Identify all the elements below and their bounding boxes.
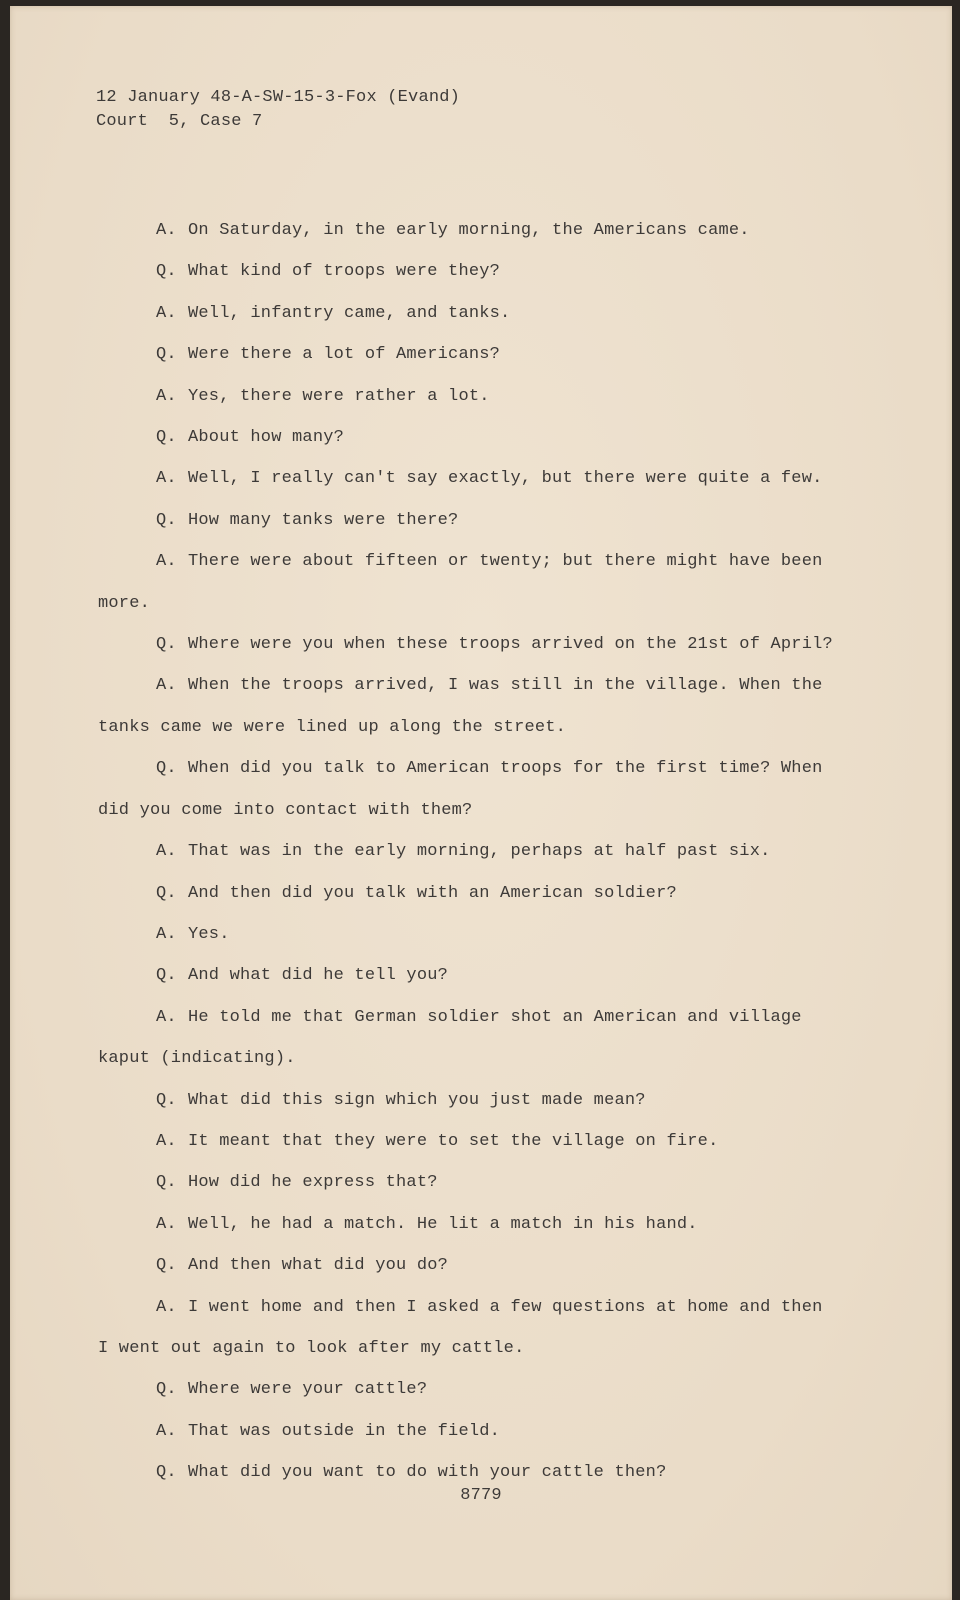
speaker-label: Q.: [156, 262, 177, 282]
speaker-label: A.: [156, 1131, 177, 1151]
speaker-label: Q.: [156, 635, 177, 655]
header-date-line: 12 January 48-A-SW-15-3-Fox (Evand): [96, 88, 461, 107]
transcript-text: That was in the early morning, perhaps at half past six.: [188, 842, 771, 862]
transcript-paragraph: [98, 500, 838, 541]
speaker-label: Q.: [156, 759, 177, 779]
transcript-paragraph: [98, 376, 838, 417]
transcript-paragraph: [98, 334, 838, 375]
transcript-text: How many tanks were there?: [188, 510, 459, 530]
transcript-paragraph: [98, 748, 838, 831]
transcript-paragraph: [98, 914, 838, 955]
transcript-paragraph: [98, 1162, 838, 1203]
speaker-label: A.: [156, 1007, 177, 1027]
transcript-paragraph: [98, 1411, 838, 1452]
transcript-text: When did you talk to American troops for the first time? When did you come into contact with them?: [98, 759, 823, 820]
transcript-paragraph: [98, 251, 838, 292]
transcript-text: That was outside in the field.: [188, 1421, 501, 1441]
speaker-label: Q.: [156, 1380, 177, 1400]
transcript-text: Well, he had a match. He lit a match in his hand.: [188, 1214, 698, 1234]
transcript-paragraph: [98, 665, 838, 748]
transcript-text: And then did you talk with an American soldier?: [188, 883, 677, 903]
transcript-paragraph: [98, 458, 838, 499]
transcript-paragraph: [98, 1080, 838, 1121]
transcript-paragraph: [98, 417, 838, 458]
speaker-label: A.: [156, 1421, 177, 1441]
speaker-label: Q.: [156, 1463, 177, 1483]
transcript-paragraph: [98, 955, 838, 996]
transcript-paragraph: [98, 541, 838, 624]
transcript-text: He told me that German soldier shot an American and village kaput (indicating).: [98, 1007, 802, 1069]
header-court-line: Court 5, Case 7: [96, 112, 263, 131]
speaker-label: A.: [156, 842, 177, 862]
transcript-paragraph: [98, 293, 838, 334]
speaker-label: Q.: [156, 883, 177, 903]
document-page: [10, 6, 952, 1600]
speaker-label: Q.: [156, 966, 177, 986]
transcript-paragraph: [98, 831, 838, 872]
speaker-label: Q.: [156, 1256, 177, 1276]
speaker-label: A.: [156, 221, 177, 240]
speaker-label: A.: [156, 1214, 177, 1234]
speaker-label: Q.: [156, 428, 177, 448]
transcript-paragraph: [98, 210, 838, 251]
transcript-paragraph: [98, 624, 838, 665]
speaker-label: A.: [156, 469, 177, 489]
speaker-label: Q.: [156, 510, 177, 530]
speaker-label: Q.: [156, 1090, 177, 1110]
transcript-text: And then what did you do?: [188, 1256, 449, 1276]
speaker-label: A.: [156, 303, 177, 323]
transcript-paragraph: [98, 1121, 838, 1162]
speaker-label: A.: [156, 386, 177, 406]
transcript-text: It meant that they were to set the village on fire.: [188, 1131, 719, 1151]
transcript-paragraph: [98, 873, 838, 914]
transcript-text: Well, infantry came, and tanks.: [188, 303, 511, 323]
transcript-text: How did he express that?: [188, 1173, 438, 1193]
transcript-text: What did you want to do with your cattle then?: [188, 1463, 667, 1483]
speaker-label: A.: [156, 676, 177, 696]
transcript-paragraph: [98, 1287, 838, 1370]
transcript-text: What kind of troops were they?: [188, 262, 501, 282]
speaker-label: Q.: [156, 345, 177, 365]
transcript-text: What did this sign which you just made mean?: [188, 1090, 646, 1110]
transcript-text: Where were you when these troops arrived on the 21st of April?: [188, 635, 833, 655]
speaker-label: Q.: [156, 1173, 177, 1193]
speaker-label: A.: [156, 924, 177, 944]
transcript-paragraph: [98, 1369, 838, 1410]
transcript-text: Yes, there were rather a lot.: [188, 386, 490, 406]
document-header: [96, 86, 460, 134]
transcript-text: Where were your cattle?: [188, 1380, 428, 1400]
transcript-text: There were about fifteen or twenty; but there might have been more.: [98, 552, 823, 613]
transcript-text: Yes.: [188, 924, 230, 944]
transcript-text: On Saturday, in the early morning, the Americans came.: [188, 221, 750, 240]
transcript-text: I went home and then I asked a few questions at home and then I went out again to look after my cattle.: [98, 1297, 823, 1358]
transcript-paragraph: [98, 1204, 838, 1245]
transcript-body: [98, 210, 838, 1494]
transcript-paragraph: [98, 997, 838, 1080]
transcript-text: And what did he tell you?: [188, 966, 449, 986]
transcript-paragraph: [98, 1245, 838, 1286]
transcript-text: Were there a lot of Americans?: [188, 345, 501, 365]
page-number: 8779: [460, 1486, 502, 1505]
speaker-label: A.: [156, 1297, 177, 1317]
speaker-label: A.: [156, 552, 177, 572]
transcript-text: Well, I really can't say exactly, but there were quite a few.: [188, 469, 823, 489]
transcript-text: When the troops arrived, I was still in the village. When the tanks came we were lined up along the street.: [98, 676, 823, 737]
transcript-text: About how many?: [188, 428, 345, 448]
